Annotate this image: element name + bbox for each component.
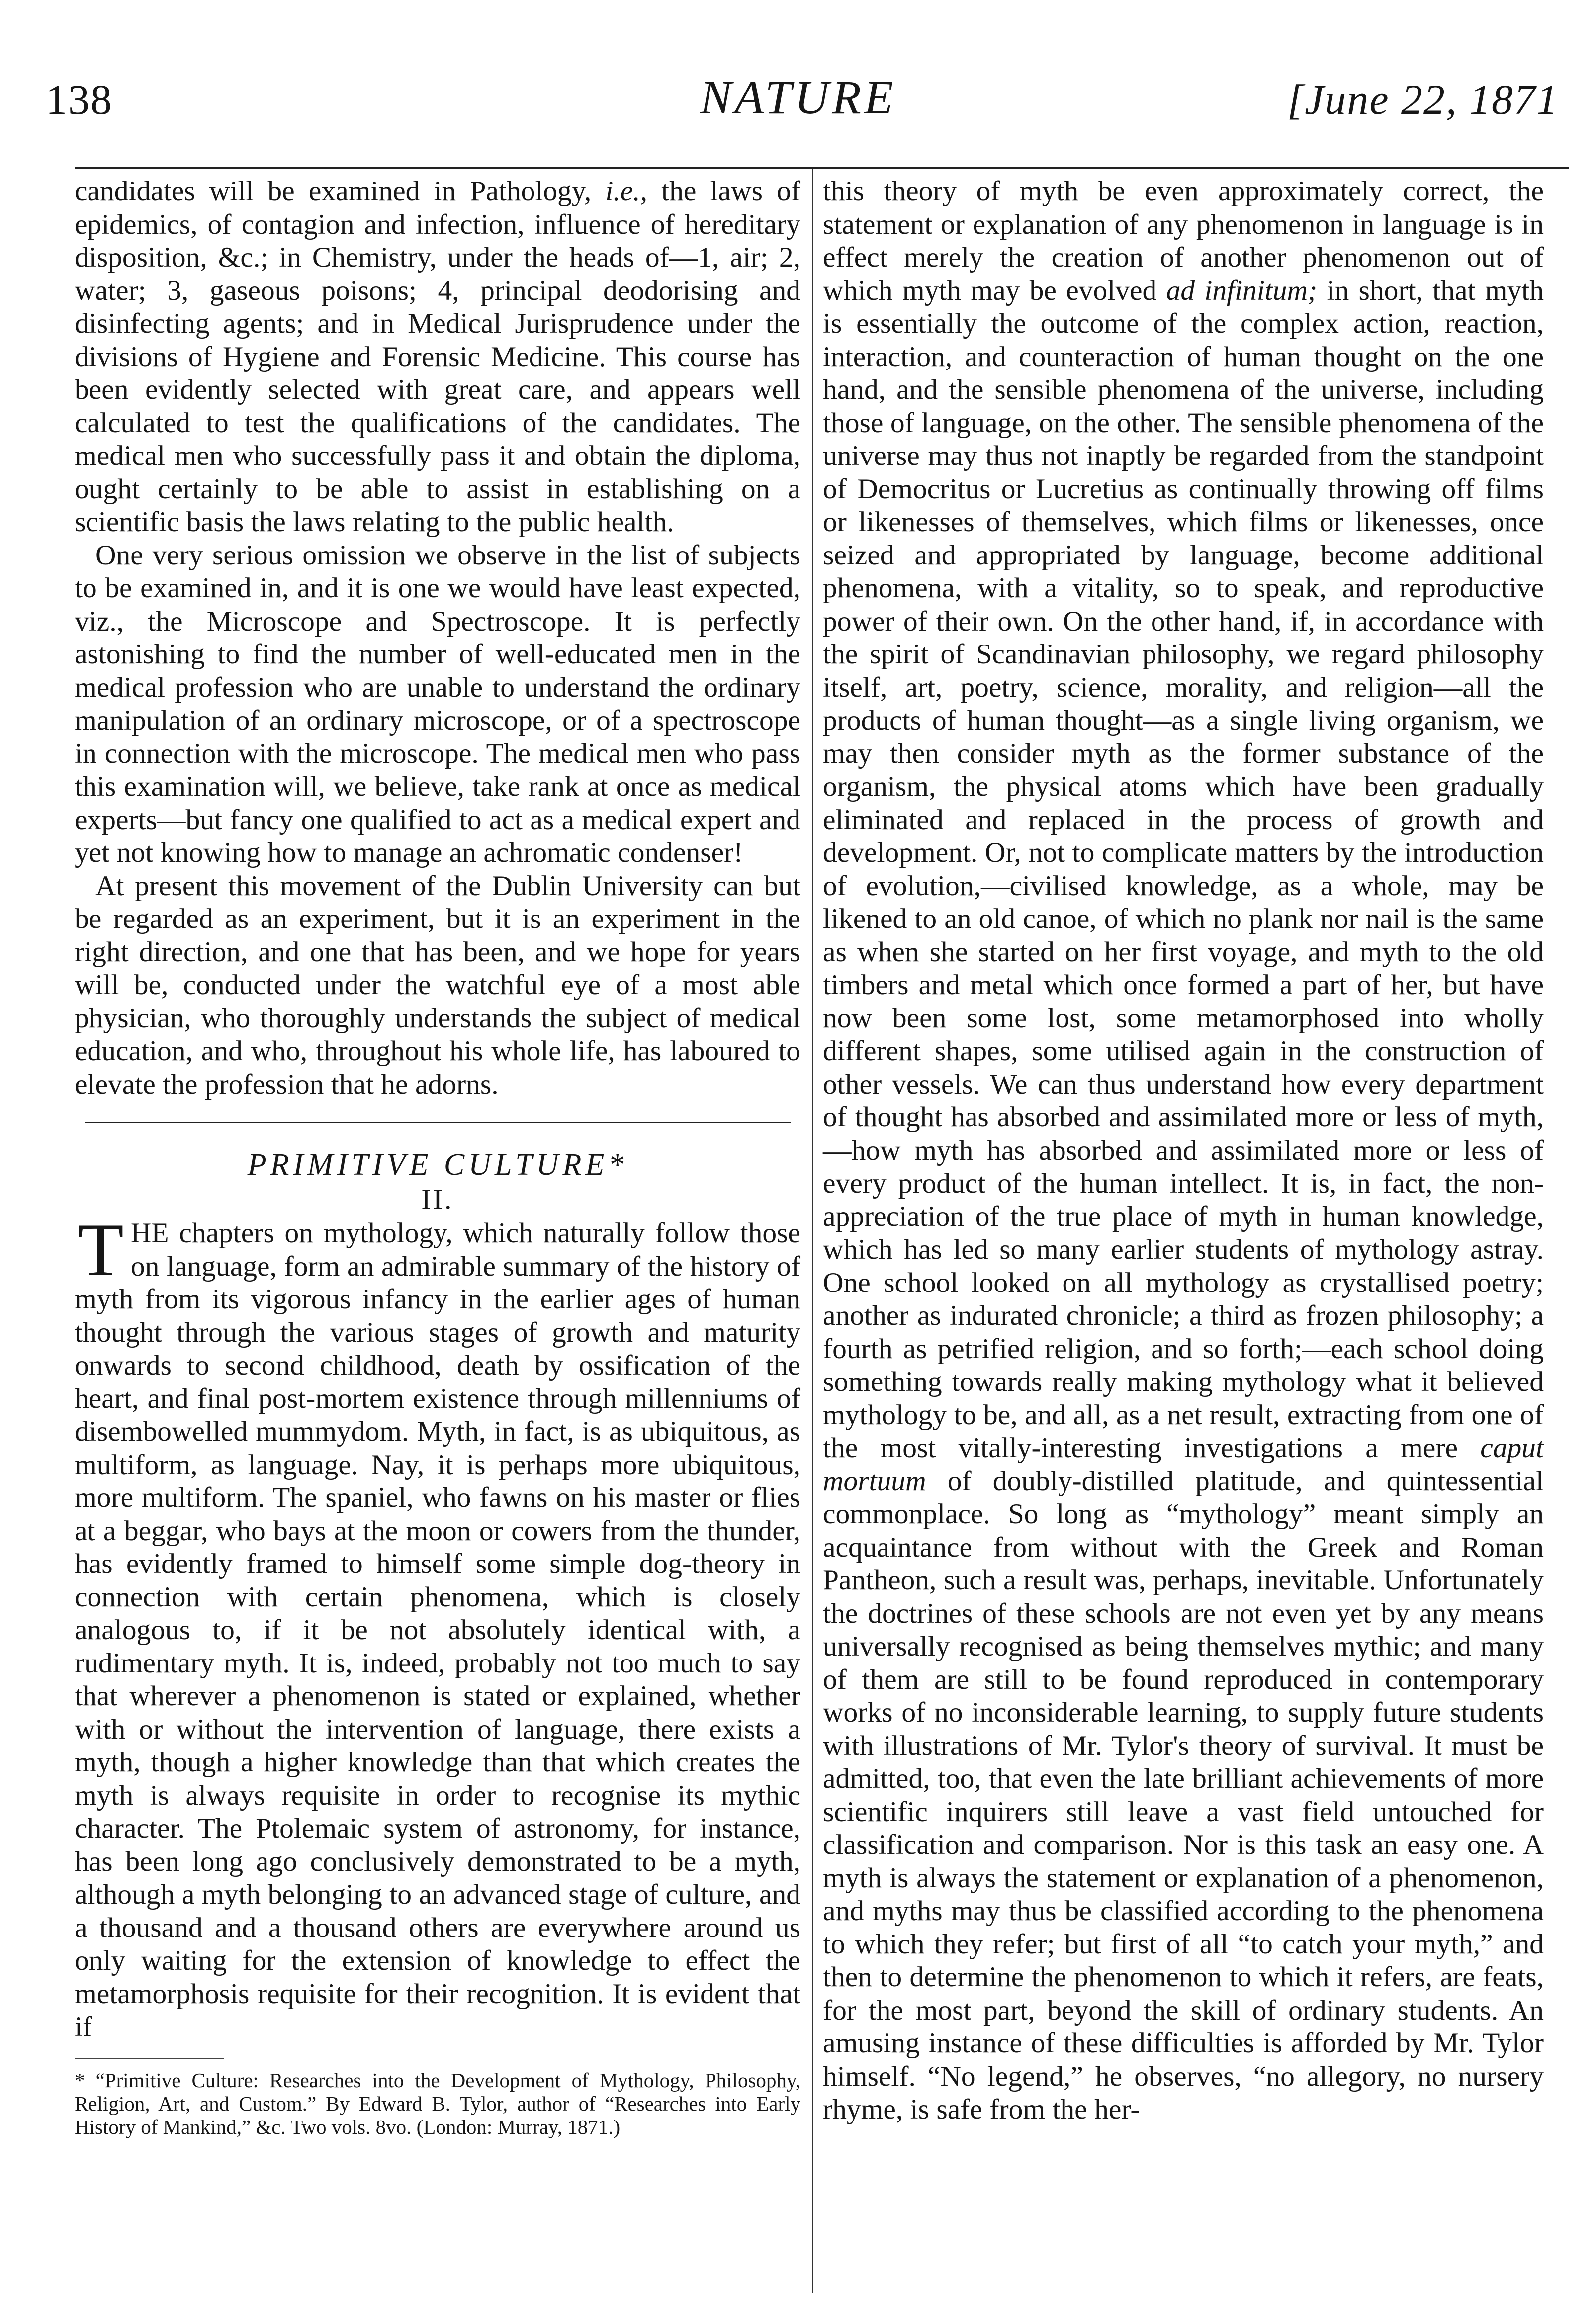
paragraph-mythology: THE chapters on mythology, which naturally follow those on language, form an admirable summary of the history of myth from its vigorous infancy in the earlier ages of human thought through the various stages of growth and maturity onwards to second childhood, death by ossification of the heart, and final post-mortem existence through millenniums of disembowelled mummydom. Myth, in fact, is as ubiquitous, as multiform, as language. Nay, it is perhaps more ubiquitous, more multiform. The spaniel, who fawns on his master or flies at a beggar, who bays at the moon or cowers from the thunder, has evidently framed to himself some simple dog-theory in connection with certain phenomena, which is closely analogous to, if it be not absolutely identical with, a rudimentary myth. It is, indeed, probably not too much to say that wherever a phenomenon is stated or explained, whether with or without the intervention of language, there exists a myth, though a higher knowledge than that which creates the myth is always requisite in order to recognise its mythic character. The Ptolemaic system of astronomy, for instance, has been long ago conclusively demonstrated to be a myth, although a myth belonging to an advanced stage of culture, and a thousand and a thousand others are everywhere around us only waiting for the extension of knowledge to effect the metamorphosis requisite for their recognition. It is evident that if — [75, 1208, 800, 2042]
ie-italic: i.e. — [605, 176, 640, 207]
paragraph-pathology: candidates will be examined in Pathology, i.e., the laws of epidemics, of contagion and infection, influence of hereditary disposition, &c.; in Chemistry, under the heads of—1, air; 2, water; 3, gaseous poisons; 4, principal deodorising and disinfecting agents; and in Medical Jurisprudence under the divisions of Hygiene and Forensic Medicine. This course has been evidently selected with great care, and appears well calculated to test the qualifications of the candidates. The medical men who successfully pass it and obtain the diploma, ought certainly to be able to assist in establishing on a scientific basis the laws relating to the public health. — [75, 176, 800, 538]
article-part: II. — [421, 1183, 454, 1215]
paragraph-myth-theory: this theory of myth be even approximately correct, the statement or explanation of any phenomenon in language is in effect merely the creation of another phenomenon out of which myth may be evolved ad infinitum; in short, that myth is essentially the outcome of the complex action, reaction, interaction, and counteraction of human thought on the one hand, and the sensible phenomena of the universe, including those of language, on the other. The sensible phenomena of the universe may thus not inaptly be regarded from the standpoint of Democritus or Lucretius as continually throwing off films or likenesses of themselves, which films or likenesses, once seized and appropriated by language, become additional phenomena, with a vitality, so to speak, and reproductive power of their own. On the other hand, if, in accordance with the spirit of Scandinavian philosophy, we regard philosophy itself, art, poetry, science, morality, and religion—all the products of human thought—as a single living organism, we may then consider myth as the former substance of the organism, the physical atoms which have been gradually eliminated and replaced in the process of growth and development. Or, not to complicate matters by the introduction of evolution,—civilised knowledge, as a whole, may be likened to an old canoe, of which no plank nor nail is the same as when she started on her first voyage, and myth to the old timbers and metal which once formed a part of her, but have now been some lost, some metamorphosed into wholly different shapes, some utilised again in the construction of other vessels. We can thus understand how every department of thought has absorbed and assimilated more or less of myth,—how myth has absorbed and assimilated more or less of every product of the human intellect. It is, in fact, the non-appreciation of the true place of myth in human knowledge, which has led so many earlier students of mythology astray. One school looked on all mythology as crystallised poetry; another as indurated chronicle; a third as frozen philosophy; a fourth as petrified religion, and so forth;—each school doing something towards really making mythology what it believed mythology to be, and all, as a net result, extracting from one of the most vitally-interesting investigations a mere caput mortuum of doubly-distilled platitude, and quintessential commonplace. So long as “mythology” meant simply an acquaintance from without with the Greek and Roman Pantheon, such a result was, perhaps, inevitable. Unfortunately the doctrines of these schools are not even yet by any means universally recognised as being themselves mythic; and many of them are still to be found reproduced in contemporary works of no inconsiderable learning, to supply future students with illustrations of Mr. Tylor's theory of survival. It must be admitted, too, that even the late brilliant achievements of more scientific inquirers still leave a vast field untouched for classification and comparison. Nor is this task an easy one. A myth is always the statement or explanation of a phenomenon, and myths may thus be classified according to the phenomena to which they refer; but first of all “to catch your myth,” and then to determine the phenomenon to which it refers, are feats, for the most part, beyond the skill of ordinary students. An amusing instance of these difficulties is afforded by Mr. Tylor himself. “No legend,” he observes, “no allegory, no nursery rhyme, is safe from the her- — [823, 176, 1544, 2125]
footnote: * “Primitive Culture: Researches into the Development of Mythology, Philosophy, Religion, Art, and Custom.” By Edward B. Tylor, author of “Researches into Early History of Mankind,” &c. Two vols. 8vo. (London: Murray, 1871.) — [75, 2068, 800, 2138]
article-title: PRIMITIVE CULTURE* — [247, 1148, 628, 1182]
journal-title: NATURE — [700, 71, 896, 124]
paragraph-dublin: At present this movement of the Dublin University can but be regarded as an experiment, but it is an experiment in the right direction, and one that has been, and we hope for years will be, conducted under the watchful eye of a most able physician, who thoroughly understands the subject of medical education, and who, throughout his whole life, has laboured to elevate the profession that he adorns. — [75, 870, 800, 1100]
page-header — [0, 70, 1596, 149]
column-divider — [812, 169, 813, 2293]
drop-cap: T — [78, 1208, 124, 1291]
right-column — [823, 175, 1544, 2126]
footnote-rule — [75, 2058, 224, 2059]
page-number: 138 — [46, 76, 113, 123]
caput-mortuum-italic: caput mortuum — [823, 1432, 1544, 1497]
issue-date: [June 22, 1871 — [1287, 76, 1559, 123]
article-separator — [85, 1122, 791, 1123]
paragraph-omission: One very serious omission we observe in the list of subjects to be examined in, and it is one we would have least expected, viz., the Microscope and Spectroscope. It is perfectly astonishing to find the number of well-educated men in the medical profession who are unable to understand the ordinary manipulation of an ordinary microscope, or of a spectroscope in connection with the microscope. The medical men who pass this examination will, we believe, take rank at once as medical experts—but fancy one qualified to act as a medical expert and yet not knowing how to manage an achromatic condenser! — [75, 539, 800, 868]
ad-infinitum-italic: ad infinitum; — [1166, 275, 1318, 306]
left-column — [75, 175, 800, 2139]
header-rule — [75, 167, 1569, 169]
